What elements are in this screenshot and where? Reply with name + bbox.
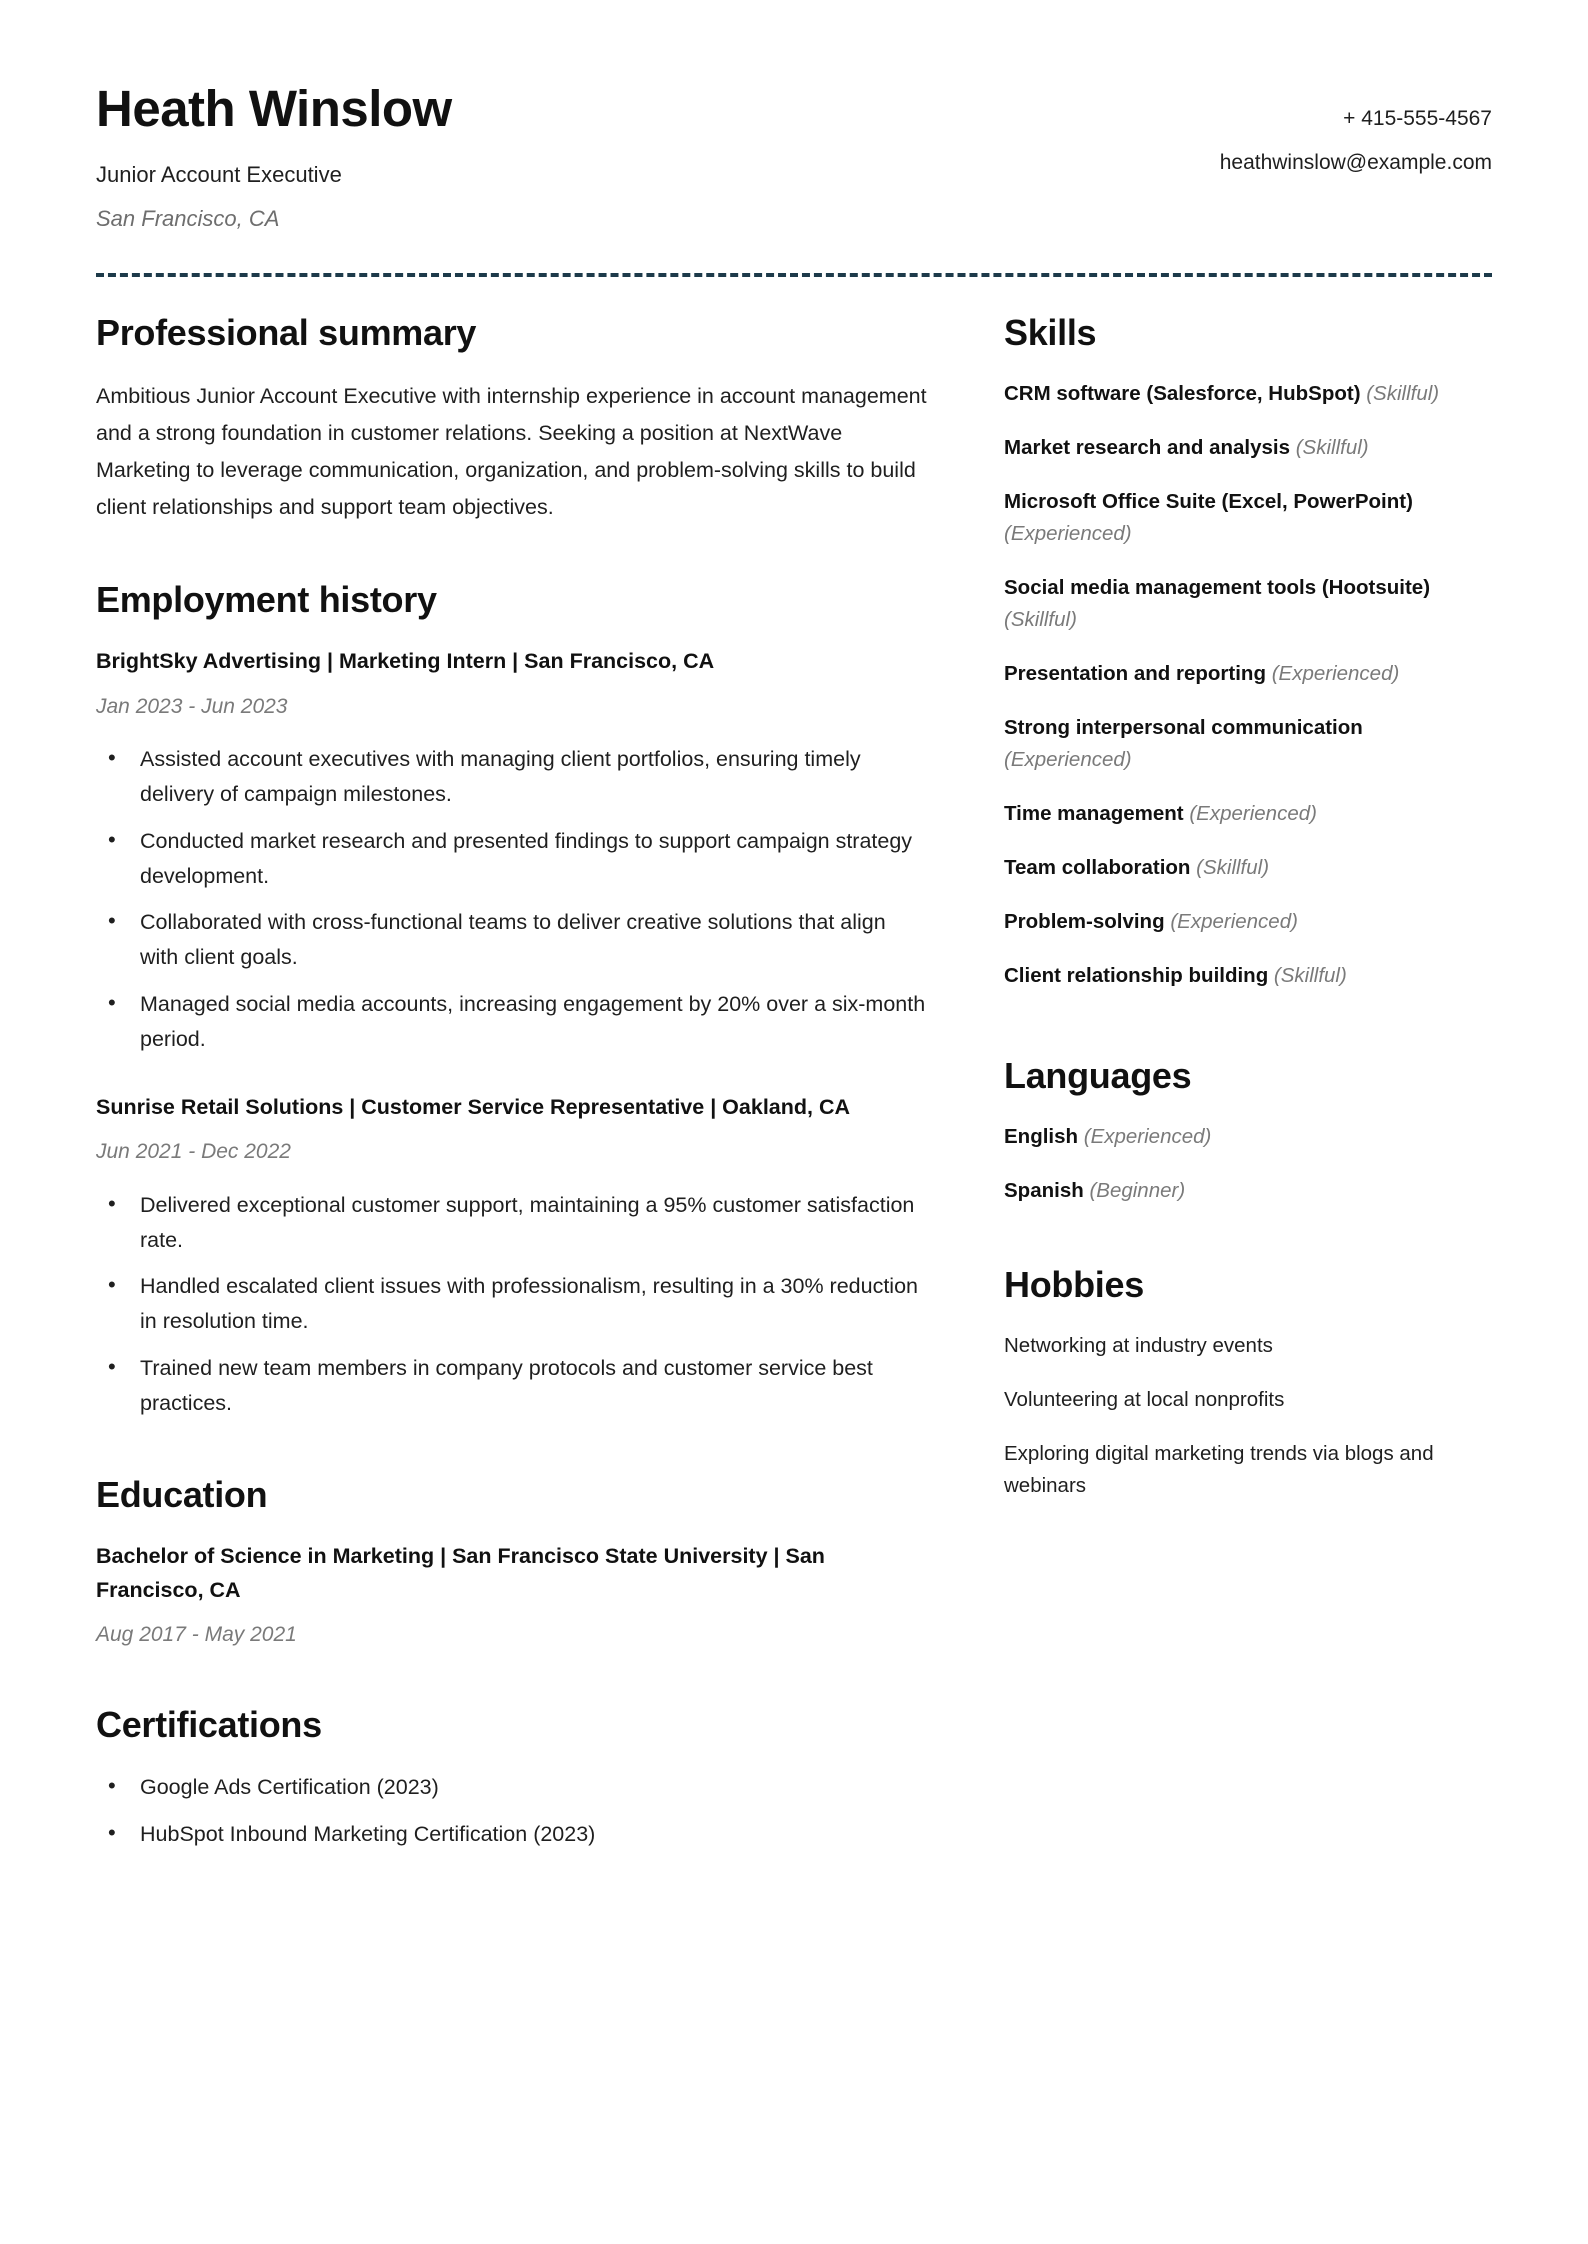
job-entry (96, 645, 928, 1057)
section-professional-summary (96, 311, 928, 526)
language-name: Spanish (1004, 1178, 1084, 1202)
job-bullet: • Collaborated with cross-functional teams to deliver creative solutions that align with client goals. (140, 905, 928, 975)
education-entry (96, 1540, 928, 1651)
section-employment-history (96, 578, 928, 1421)
header-contact (1220, 80, 1492, 180)
skill-item (1004, 712, 1492, 776)
job-bullet-list (96, 742, 928, 1057)
employment-heading: Employment history (96, 578, 437, 620)
skill-item (1004, 486, 1492, 550)
skill-item (1004, 798, 1492, 830)
language-level: (Beginner) (1089, 1178, 1186, 1202)
skill-level: (Skillful) (1196, 855, 1270, 879)
language-item (1004, 1175, 1492, 1207)
skill-level: (Experienced) (1170, 909, 1298, 933)
main-column (96, 311, 996, 1904)
skill-name: Presentation and reporting (1004, 661, 1266, 685)
skill-item (1004, 572, 1492, 636)
section-skills (1004, 311, 1492, 992)
skill-level: (Experienced) (1004, 521, 1132, 545)
skill-item (1004, 852, 1492, 884)
skill-item (1004, 432, 1492, 464)
side-column (996, 311, 1492, 1904)
candidate-location: San Francisco, CA (96, 206, 280, 231)
hobby-item: Volunteering at local nonprofits (1004, 1387, 1285, 1411)
section-hobbies (1004, 1263, 1492, 1502)
skill-name: Strong interpersonal communication (1004, 715, 1363, 739)
skill-name: Social media management tools (Hootsuite) (1004, 575, 1431, 599)
resume-header (96, 60, 1492, 235)
hobby-item: Exploring digital marketing trends via blogs and webinars (1004, 1441, 1434, 1497)
resume-body (96, 311, 1492, 1904)
candidate-name: Heath Winslow (96, 80, 452, 137)
skill-item (1004, 378, 1492, 410)
summary-text: Ambitious Junior Account Executive with internship experience in account management and a strong foundation in customer relations. Seeking a position at NextWave Marketing to leverage communication, organization, and problem-solving skills to build client relationships and support team objectives. (96, 384, 927, 519)
job-bullet: • Handled escalated client issues with professionalism, resulting in a 30% reduction in resolution time. (140, 1269, 928, 1339)
summary-heading: Professional summary (96, 311, 477, 353)
skill-item (1004, 658, 1492, 690)
job-dates: Jun 2021 - Dec 2022 (96, 1140, 291, 1164)
skills-heading: Skills (1004, 311, 1097, 353)
skill-name: Time management (1004, 801, 1184, 825)
job-entry (96, 1091, 928, 1421)
skill-level: (Experienced) (1271, 661, 1400, 685)
certifications-list (96, 1770, 928, 1852)
language-item (1004, 1121, 1492, 1153)
skill-level: (Skillful) (1273, 963, 1347, 987)
certification-item: • HubSpot Inbound Marketing Certification (2023) (140, 1817, 928, 1852)
skill-level: (Skillful) (1004, 607, 1077, 631)
contact-email[interactable]: heathwinslow@example.com (1219, 151, 1492, 175)
education-heading: Education (96, 1473, 268, 1515)
skill-name: Client relationship building (1004, 963, 1269, 987)
skill-level: (Experienced) (1189, 801, 1317, 825)
job-bullet: • Delivered exceptional customer support, maintaining a 95% customer satisfaction rate. (140, 1188, 928, 1258)
job-dates: Jan 2023 - Jun 2023 (96, 694, 288, 718)
hobby-item: Networking at industry events (1004, 1333, 1273, 1357)
section-certifications (96, 1703, 928, 1852)
job-title-line: BrightSky Advertising | Marketing Intern | San Francisco, CA (96, 649, 715, 674)
skill-level: (Skillful) (1366, 382, 1440, 406)
header-divider (96, 273, 1492, 277)
skill-level: (Skillful) (1295, 436, 1369, 460)
job-bullet-list (96, 1188, 928, 1421)
skill-name: Problem-solving (1004, 909, 1165, 933)
skill-item (1004, 906, 1492, 938)
job-bullet: • Trained new team members in company protocols and customer service best practices. (140, 1351, 928, 1421)
candidate-job-title: Junior Account Executive (96, 162, 342, 188)
skill-name: CRM software (Salesforce, HubSpot) (1004, 382, 1361, 406)
job-bullet: • Assisted account executives with managing client portfolios, ensuring timely delivery of campaign milestones. (140, 742, 928, 812)
certification-item: • Google Ads Certification (2023) (140, 1770, 928, 1805)
skill-level: (Experienced) (1004, 747, 1132, 771)
certifications-heading: Certifications (96, 1703, 322, 1745)
language-level: (Experienced) (1083, 1124, 1212, 1148)
language-name: English (1004, 1124, 1079, 1148)
hobbies-heading: Hobbies (1004, 1263, 1144, 1305)
job-bullet: • Managed social media accounts, increasing engagement by 20% over a six-month period. (140, 987, 928, 1057)
header-identity (96, 80, 452, 235)
job-title-line: Sunrise Retail Solutions | Customer Service Representative | Oakland, CA (96, 1094, 851, 1119)
section-languages (1004, 1054, 1492, 1207)
job-bullet: • Conducted market research and presented findings to support campaign strategy development. (140, 824, 928, 894)
skill-item (1004, 960, 1492, 992)
contact-phone[interactable]: + 415-555-4567 (1343, 107, 1492, 130)
skill-name: Team collaboration (1004, 855, 1191, 879)
skill-name: Microsoft Office Suite (Excel, PowerPoint) (1004, 490, 1413, 514)
education-dates: Aug 2017 - May 2021 (96, 1623, 297, 1647)
section-education (96, 1473, 928, 1651)
education-degree-line: Bachelor of Science in Marketing | San Francisco State University | San Francisco, CA (96, 1543, 825, 1602)
skill-name: Market research and analysis (1004, 436, 1291, 460)
languages-heading: Languages (1004, 1054, 1192, 1096)
